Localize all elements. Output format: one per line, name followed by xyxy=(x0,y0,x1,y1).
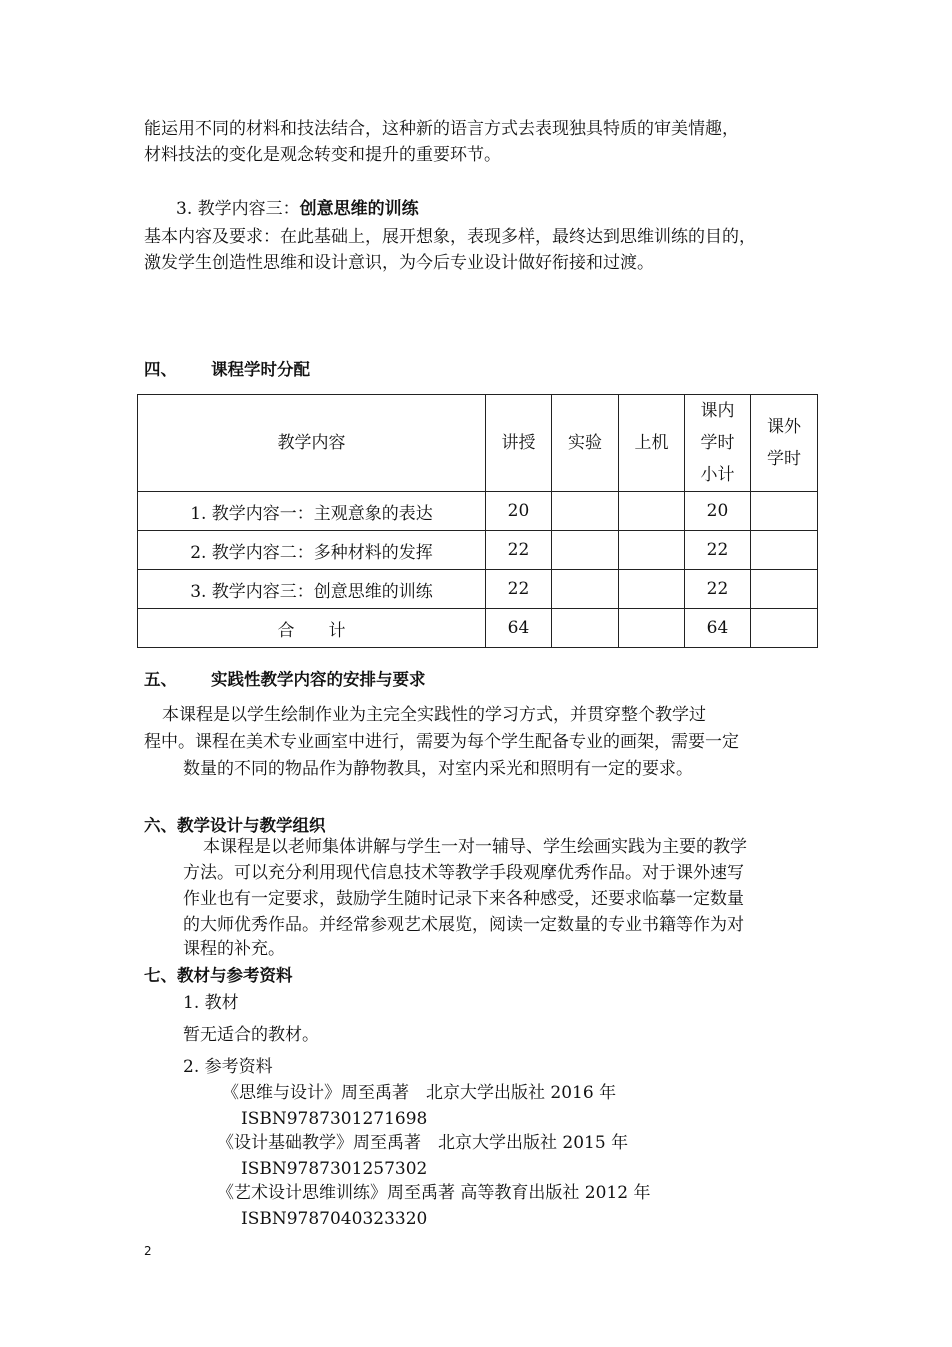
table-row xyxy=(138,531,818,570)
header-computer: 上机 xyxy=(619,395,685,492)
reference-item: 《思维与设计》周至禹著 北京大学出版社 2016 年 xyxy=(222,1083,617,1103)
cell-experiment xyxy=(552,531,619,570)
content3-req-line-2: 激发学生创造性思维和设计意识，为今后专业设计做好衔接和过渡。 xyxy=(144,253,654,273)
cell-total-label: 合 计 xyxy=(138,609,486,648)
section4-title: 课程学时分配 xyxy=(211,360,310,379)
table-total-row xyxy=(138,609,818,648)
section6-line-3: 作业也有一定要求，鼓励学生随时记录下来各种感受，还要求临摹一定数量 xyxy=(183,889,744,909)
cell-extra xyxy=(751,531,818,570)
hours-table xyxy=(137,394,818,648)
table-header-row xyxy=(138,395,818,492)
cell-content: 3. 教学内容三：创意思维的训练 xyxy=(138,570,486,609)
cell-subtotal: 64 xyxy=(685,609,751,648)
section6-line-4: 的大师优秀作品。并经常参观艺术展览，阅读一定数量的专业书籍等作为对 xyxy=(183,915,744,935)
cell-extra xyxy=(751,609,818,648)
cell-extra xyxy=(751,570,818,609)
cell-experiment xyxy=(552,609,619,648)
cell-lecture: 20 xyxy=(486,492,552,531)
cell-lecture: 22 xyxy=(486,531,552,570)
header-subtotal xyxy=(685,395,751,492)
cell-subtotal: 20 xyxy=(685,492,751,531)
section5-title: 实践性教学内容的安排与要求 xyxy=(211,670,426,689)
intro-line-2: 材料技法的变化是观念转变和提升的重要环节。 xyxy=(144,145,501,165)
section7-sub2: 2. 参考资料 xyxy=(183,1057,273,1077)
reference-isbn: ISBN9787040323320 xyxy=(241,1209,428,1229)
header-content: 教学内容 xyxy=(138,395,486,492)
cell-content: 2. 教学内容二：多种材料的发挥 xyxy=(138,531,486,570)
section7-sub1-text: 暂无适合的教材。 xyxy=(183,1025,319,1045)
header-experiment: 实验 xyxy=(552,395,619,492)
cell-subtotal: 22 xyxy=(685,531,751,570)
section5-line-1: 本课程是以学生绘制作业为主完全实践性的学习方式，并贯穿整个教学过 xyxy=(162,705,706,725)
cell-experiment xyxy=(552,492,619,531)
section5-line-3: 数量的不同的物品作为静物教具，对室内采光和照明有一定的要求。 xyxy=(183,759,693,779)
content3-prefix: 3. 教学内容三： xyxy=(176,199,300,219)
section5-number: 五、 xyxy=(144,670,177,689)
header-subtotal-line-2: 学时 xyxy=(700,433,735,453)
table-row xyxy=(138,570,818,609)
content3-heading xyxy=(176,196,419,222)
section7-sub1: 1. 教材 xyxy=(183,993,239,1013)
cell-computer xyxy=(619,531,685,570)
header-subtotal-line-1: 课内 xyxy=(700,401,735,421)
section6-line-1: 本课程是以老师集体讲解与学生一对一辅导、学生绘画实践为主要的教学 xyxy=(203,837,747,857)
section6-line-5: 课程的补充。 xyxy=(183,939,285,959)
section5-line-2: 程中。课程在美术专业画室中进行，需要为每个学生配备专业的画架，需要一定 xyxy=(144,732,739,752)
section7-title: 七、教材与参考资料 xyxy=(144,966,293,985)
cell-extra xyxy=(751,492,818,531)
cell-computer xyxy=(619,570,685,609)
header-extra xyxy=(751,395,818,492)
section6-line-2: 方法。可以充分利用现代信息技术等教学手段观摩优秀作品。对于课外速写 xyxy=(183,863,744,883)
header-extra-line-2: 学时 xyxy=(767,449,801,469)
cell-lecture: 22 xyxy=(486,570,552,609)
header-lecture: 讲授 xyxy=(486,395,552,492)
content3-req-line-1: 基本内容及要求：在此基础上，展开想象，表现多样，最终达到思维训练的目的， xyxy=(144,227,756,247)
cell-computer xyxy=(619,492,685,531)
cell-experiment xyxy=(552,570,619,609)
reference-isbn: ISBN9787301271698 xyxy=(241,1109,428,1129)
page-number: 2 xyxy=(144,1244,152,1258)
header-subtotal-line-3: 小计 xyxy=(700,465,735,485)
table-row xyxy=(138,492,818,531)
reference-isbn: ISBN9787301257302 xyxy=(241,1159,428,1179)
cell-subtotal: 22 xyxy=(685,570,751,609)
cell-content: 1. 教学内容一：主观意象的表达 xyxy=(138,492,486,531)
header-extra-line-1: 课外 xyxy=(767,417,801,437)
intro-line-1: 能运用不同的材料和技法结合，这种新的语言方式去表现独具特质的审美情趣， xyxy=(144,119,739,139)
section4-number: 四、 xyxy=(144,360,177,379)
section6-title: 六、教学设计与教学组织 xyxy=(144,816,326,835)
reference-item: 《设计基础教学》周至禹著 北京大学出版社 2015 年 xyxy=(217,1133,629,1153)
cell-computer xyxy=(619,609,685,648)
reference-item: 《艺术设计思维训练》周至禹著 高等教育出版社 2012 年 xyxy=(217,1183,651,1203)
content3-title: 创意思维的训练 xyxy=(299,199,419,219)
cell-lecture: 64 xyxy=(486,609,552,648)
